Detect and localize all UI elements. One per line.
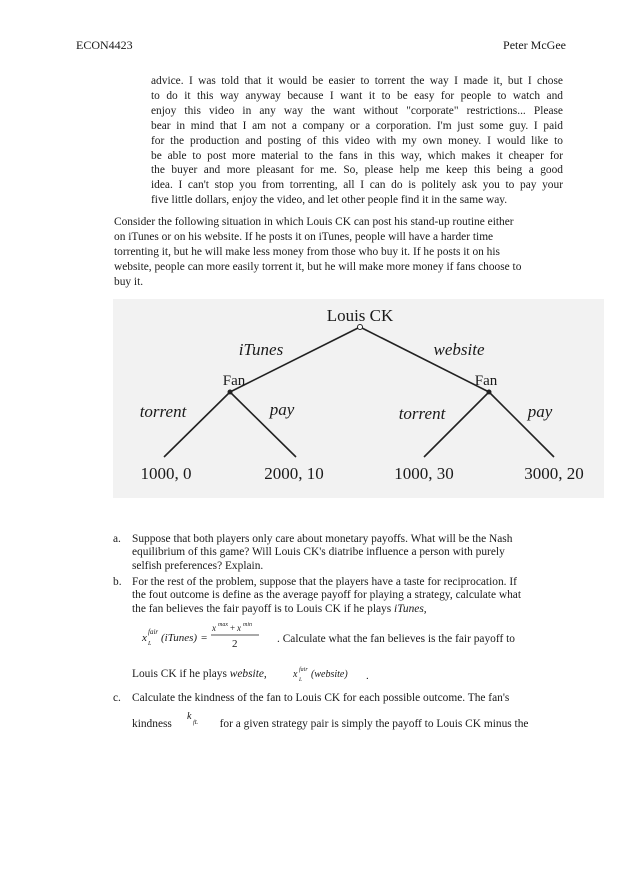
quote-line: for the production and posting of this video with my own money. I would like to <box>151 134 563 147</box>
kindness-symbol <box>181 711 211 729</box>
question-a-line: equilibrium of this game? Will Louis CK's diatribe influence a person with purely <box>132 546 505 559</box>
game-tree-svg <box>113 299 604 498</box>
itunes-label: iTunes <box>238 340 284 359</box>
formula-sub-l: L <box>148 641 152 647</box>
web-period: . <box>366 670 369 682</box>
question-c-line-2 <box>132 711 572 730</box>
torrent-label-right: torrent <box>398 404 446 423</box>
quote-line: five little dollars, enjoy the video, and let other people find it in the same way. <box>151 194 508 207</box>
quote-line: the buyer and more pleasant for me. So, please help me keep this being a good <box>151 164 563 177</box>
question-c-label: c. <box>113 692 121 704</box>
quote-line: idea. I can't stop you from torrenting, all I can do is politely ask you to pay your <box>151 179 563 192</box>
formula-sup-fair: fair <box>148 628 159 636</box>
website-label: website <box>433 340 485 359</box>
header-author: Peter McGee <box>503 38 566 52</box>
quote-line: enjoy this video in any way the want without "corporate" restrictions... Please <box>151 104 563 117</box>
header-course: ECON4423 <box>76 38 133 52</box>
question-c-line: Calculate the kindness of the fan to Louis CK for each possible outcome. The fan's <box>132 692 510 704</box>
pay-label-left: pay <box>269 400 295 419</box>
formula-num-x2: x <box>237 623 241 633</box>
question-b-line: For the rest of the problem, suppose that the players have a taste for reciprocation. If <box>132 576 517 588</box>
question-b-line-3 <box>132 603 572 616</box>
fan-label-left: Fan <box>222 373 246 389</box>
web-x: x <box>293 669 298 680</box>
intro-line: website, people can more easily torrent it, but he will make more money if fans choose to <box>114 260 522 273</box>
root-label: Louis CK <box>326 306 394 325</box>
torrent-label-left: torrent <box>139 402 187 421</box>
web-arg: (website) <box>311 669 348 680</box>
formula-num-sup-min: min <box>243 622 252 628</box>
fan-node-left <box>228 390 233 395</box>
fair-payoff-formula <box>141 621 271 651</box>
question-c-kindness-def: for a given strategy pair is simply the payoff to Louis CK minus the <box>219 718 529 730</box>
question-a-text <box>132 533 572 573</box>
formula-num-plus: + <box>230 623 236 633</box>
question-b-website-word: website, <box>229 668 267 680</box>
quote-line: be able to post more material to the fans in this way, which makes it cheaper for <box>151 149 563 162</box>
fan-node-right <box>487 390 492 395</box>
quoted-statement <box>151 74 563 208</box>
quote-line: advice. I was told that it would be easier to torrent the way I made it, but I chose <box>151 75 563 87</box>
edge-root-website <box>360 327 489 392</box>
formula-x: x <box>142 632 147 644</box>
question-b-text <box>132 576 572 616</box>
question-b-line-5-text: Louis CK if he plays <box>132 668 230 680</box>
pay-label-right: pay <box>527 402 553 421</box>
question-c-kindness-word: kindness <box>132 718 172 730</box>
formula-equals: = <box>201 632 208 644</box>
game-tree-figure <box>113 299 604 498</box>
question-b-line-3-text: the fan believes the fair payoff is to Louis CK if he plays <box>132 602 395 615</box>
question-b-line: the fout outcome is define as the average payoff for playing a strategy, calculate what <box>132 589 522 602</box>
edge-root-itunes <box>230 327 360 392</box>
web-sub-l: L <box>299 677 303 683</box>
intro-line: torrenting it, but he will make less money from those who buy it. If he posts it on his <box>114 245 500 258</box>
question-b-line-5 <box>132 668 267 680</box>
question-b-label: b. <box>113 576 122 588</box>
question-b <box>113 576 573 620</box>
kindness-sub: fL <box>192 720 198 726</box>
root-node <box>358 325 363 330</box>
kindness-k: k <box>186 711 192 722</box>
formula-arg: (iTunes) <box>161 632 198 644</box>
fan-label-right: Fan <box>474 373 498 389</box>
question-a-line: Suppose that both players only care about monetary payoffs. What will be the Nash <box>132 533 513 545</box>
payoff-website-torrent: 1000, 30 <box>394 464 454 483</box>
formula-num-sup-max: max <box>218 622 228 628</box>
question-b-calc-text: . Calculate what the fan believes is the fair payoff to <box>277 633 515 645</box>
intro-line: buy it. <box>114 275 144 288</box>
edge-website-torrent <box>424 392 489 457</box>
question-b-itunes-word: iTunes, <box>394 602 427 615</box>
quote-line: to do it this way anyway because I want it to be easy for people to watch and <box>151 89 563 102</box>
question-a <box>113 533 573 577</box>
formula-denominator: 2 <box>232 638 238 650</box>
question-a-line: selfish preferences? Explain. <box>132 559 264 572</box>
intro-line: Consider the following situation in which Louis CK can post his stand-up routine either <box>114 216 514 228</box>
fair-payoff-website-symbol <box>293 662 373 686</box>
question-a-label: a. <box>113 533 121 545</box>
payoff-itunes-torrent: 1000, 0 <box>140 464 192 483</box>
intro-paragraph <box>114 215 566 290</box>
quote-line: bear in mind that I am not a company or a corporation. I'm just some guy. I paid <box>151 119 563 132</box>
payoff-website-pay: 3000, 20 <box>524 464 584 483</box>
web-sup-fair: fair <box>299 667 308 673</box>
intro-line: on iTunes or on his website. If he posts it on iTunes, people will have a harder time <box>114 230 494 243</box>
payoff-itunes-pay: 2000, 10 <box>264 464 324 483</box>
formula-num-x1: x <box>212 623 216 633</box>
